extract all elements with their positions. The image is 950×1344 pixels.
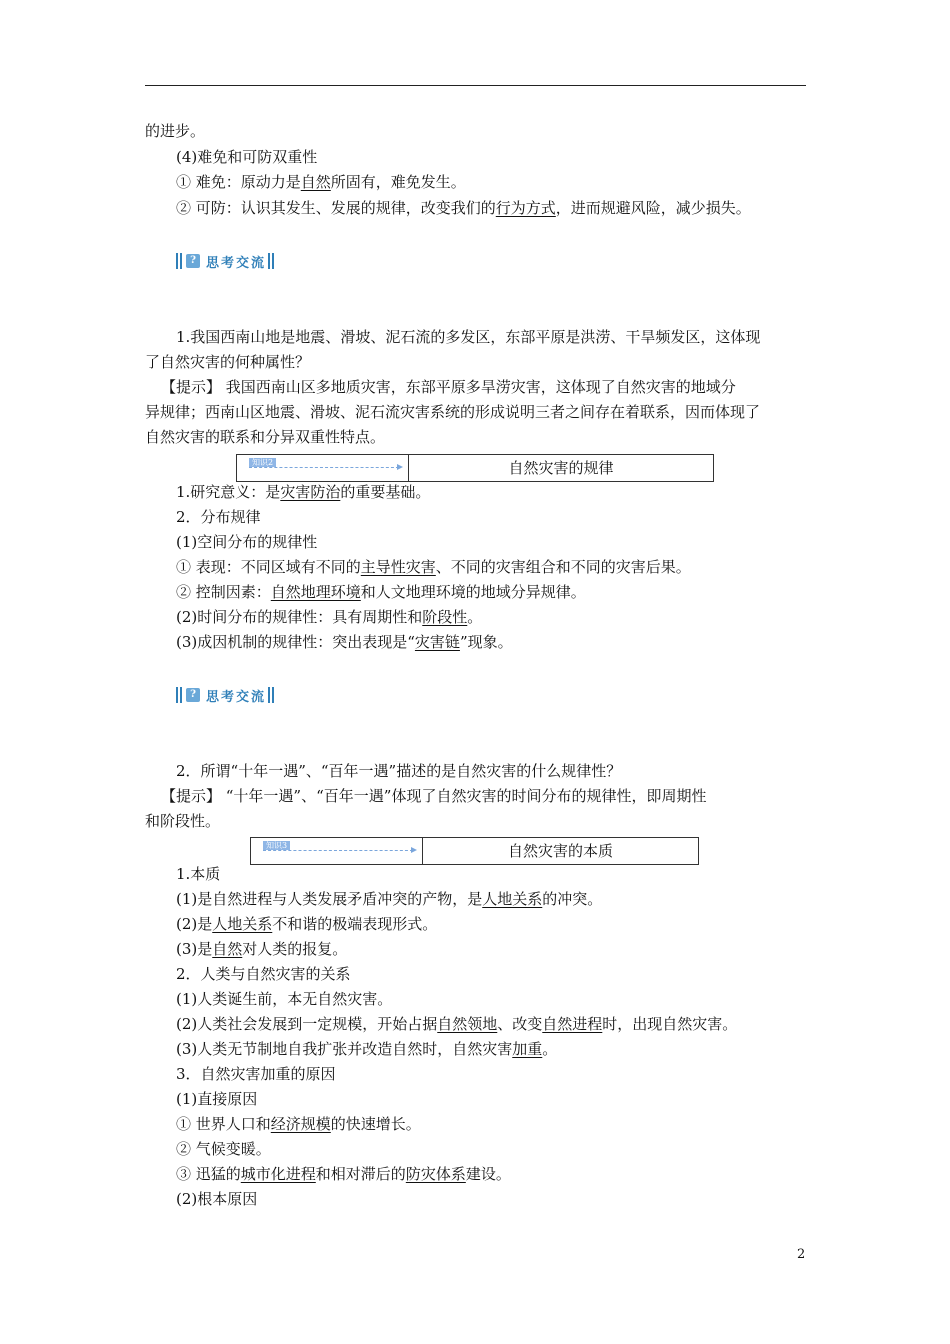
text-line: 1.我国西南山地是地震、滑坡、泥石流的多发区，东部平原是洪涝、干旱频发区，这体现 <box>176 328 761 346</box>
heading-bar-icon <box>272 253 274 269</box>
text-line: 2．所谓“十年一遇”、“百年一遇”描述的是自然灾害的什么规律性？ <box>176 762 622 780</box>
text-line: (3)是自然对人类的报复。 <box>176 940 348 958</box>
text-line: 了自然灾害的何种属性？ <box>145 353 311 371</box>
underlined-term: 自然 <box>300 173 331 191</box>
underlined-term: 加重 <box>512 1040 543 1058</box>
text-line: (1)空间分布的规律性 <box>176 533 318 551</box>
heading-bar-icon <box>176 687 178 703</box>
question-icon: ? <box>186 688 200 702</box>
underlined-term: 自然 <box>212 940 243 958</box>
think-exchange-label: 思考交流 <box>206 689 267 705</box>
arrow-right-icon <box>397 464 403 470</box>
arrow-line <box>263 850 413 851</box>
heading-bar-icon <box>268 687 270 703</box>
text-line: 1.本质 <box>176 865 221 883</box>
knowledge-tag-area <box>237 455 409 481</box>
knowledge-tag: 知识2 <box>249 458 276 467</box>
text-line: 异规律；西南山区地震、滑坡、泥石流灾害系统的形成说明三者之间存在着联系，因而体现了 <box>145 403 761 421</box>
text-line: ② 控制因素：自然地理环境和人文地理环境的地域分异规律。 <box>176 583 586 601</box>
heading-bar-icon <box>268 253 270 269</box>
heading-bar-icon <box>176 253 178 269</box>
underlined-term: 灾害链 <box>414 633 460 651</box>
knowledge-tag: 知识3 <box>263 841 290 850</box>
text-line: 自然灾害的联系和分异双重性特点。 <box>145 428 386 446</box>
arrow-right-icon <box>411 847 417 853</box>
knowledge-title: 自然灾害的规律 <box>508 459 614 477</box>
text-line: ① 难免：原动力是自然所固有，难免发生。 <box>176 173 466 191</box>
think-exchange-heading <box>176 251 276 271</box>
underlined-term: 人地关系 <box>482 890 543 908</box>
underlined-term: 灾害防治 <box>280 483 341 501</box>
underlined-term: 经济规模 <box>270 1115 331 1133</box>
knowledge-tag-area <box>251 838 423 864</box>
text-line: ③ 迅猛的城市化进程和相对滞后的防灾体系建设。 <box>176 1165 511 1183</box>
text-line: (1)直接原因 <box>176 1090 258 1108</box>
text-line: ② 气候变暖。 <box>176 1140 271 1158</box>
text-line: ② 可防：认识其发生、发展的规律，改变我们的行为方式，进而规避风险，减少损失。 <box>176 199 751 217</box>
underlined-term: 自然进程 <box>542 1015 603 1033</box>
text-line: 1.研究意义：是灾害防治的重要基础。 <box>176 483 431 501</box>
text-line: (2)人类社会发展到一定规模，开始占据自然领地、改变自然进程时，出现自然灾害。 <box>176 1015 738 1033</box>
underlined-term: 自然领地 <box>437 1015 498 1033</box>
text-line: 2．分布规律 <box>176 508 261 526</box>
knowledge-title: 自然灾害的本质 <box>507 842 613 860</box>
text-line: ① 世界人口和经济规模的快速增长。 <box>176 1115 421 1133</box>
heading-bar-icon <box>272 687 274 703</box>
underlined-term: 防灾体系 <box>405 1165 466 1183</box>
text-line: 【提示】 我国西南山区多地质灾害，东部平原多旱涝灾害，这体现了自然灾害的地域分 <box>161 378 736 396</box>
knowledge-box-3 <box>250 837 699 865</box>
text-line: ① 表现：不同区域有不同的主导性灾害、不同的灾害组合和不同的灾害后果。 <box>176 558 691 576</box>
text-line: 【提示】 “十年一遇”、“百年一遇”体现了自然灾害的时间分布的规律性，即周期性 <box>161 787 707 805</box>
header-rule <box>145 85 806 86</box>
knowledge-box-2 <box>236 454 714 482</box>
underlined-term: 阶段性 <box>422 608 468 626</box>
think-exchange-label: 思考交流 <box>206 255 267 271</box>
text-line: (3)人类无节制地自我扩张并改造自然时，自然灾害加重。 <box>176 1040 558 1058</box>
think-exchange-heading <box>176 685 276 705</box>
heading-bar-icon <box>180 253 182 269</box>
text-line: (2)是人地关系不和谐的极端表现形式。 <box>176 915 438 933</box>
underlined-term: 自然地理环境 <box>270 583 361 601</box>
page-number: 2 <box>797 1247 806 1262</box>
text-line: (4)难免和可防双重性 <box>176 148 318 166</box>
heading-bar-icon <box>180 687 182 703</box>
text-line: (1)是自然进程与人类发展矛盾冲突的产物，是人地关系的冲突。 <box>176 890 603 908</box>
text-line: (3)成因机制的规律性：突出表现是“灾害链”现象。 <box>176 633 513 651</box>
underlined-term: 行为方式 <box>495 199 556 217</box>
underlined-term: 人地关系 <box>212 915 273 933</box>
text-line: 和阶段性。 <box>145 812 221 830</box>
underlined-term: 城市化进程 <box>240 1165 316 1183</box>
text-line: 3．自然灾害加重的原因 <box>176 1065 336 1083</box>
arrow-line <box>249 467 399 468</box>
text-line: 2．人类与自然灾害的关系 <box>176 965 351 983</box>
text-line: (2)根本原因 <box>176 1190 258 1208</box>
text-line: (1)人类诞生前，本无自然灾害。 <box>176 990 393 1008</box>
question-icon: ? <box>186 254 200 268</box>
text-line: (2)时间分布的规律性：具有周期性和阶段性。 <box>176 608 483 626</box>
underlined-term: 主导性灾害 <box>360 558 436 576</box>
text-line: 的进步。 <box>145 122 206 140</box>
